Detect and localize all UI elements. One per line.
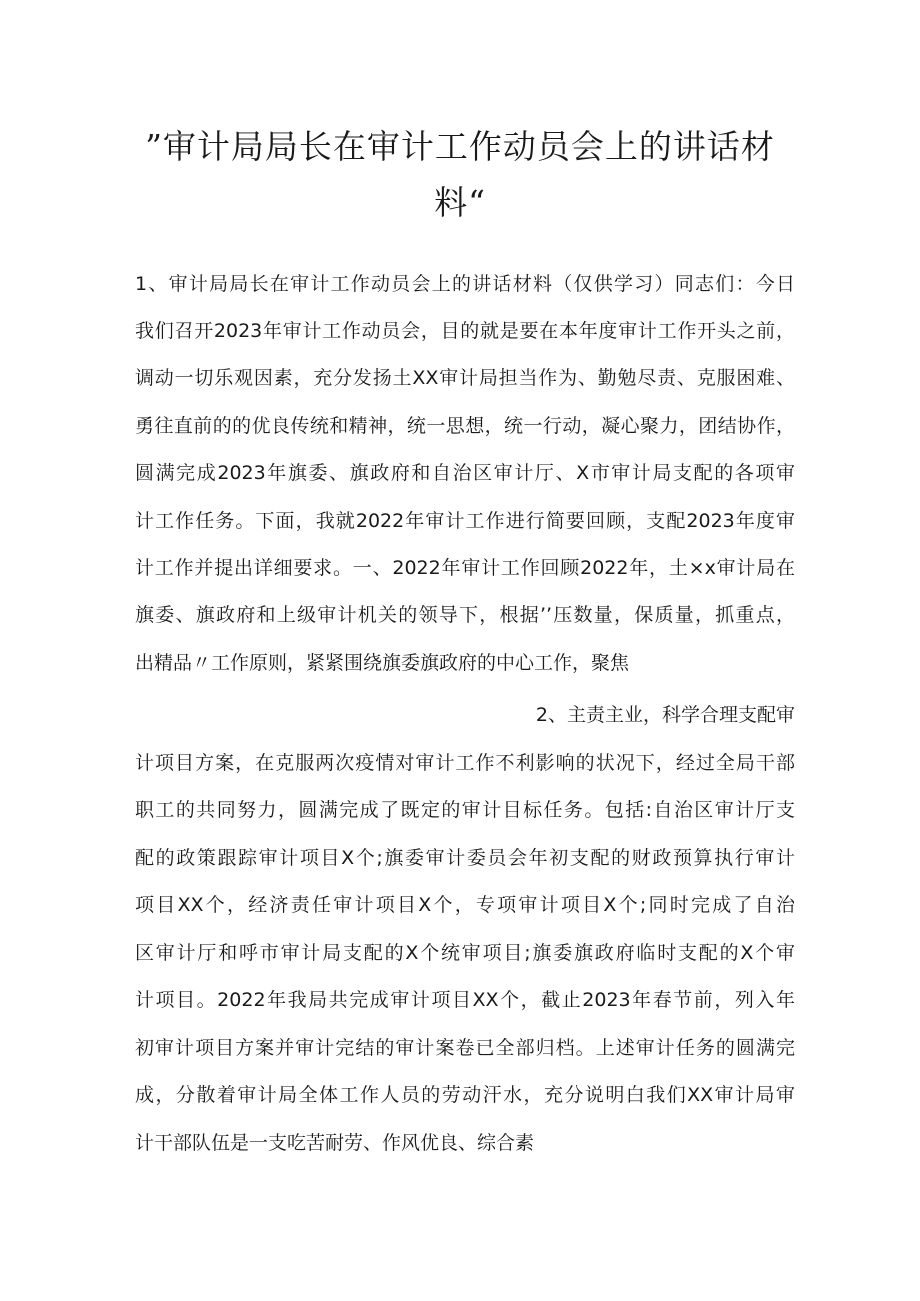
document-title-line-1: ”审计局局长在审计工作动员会上的讲话材 [145, 127, 775, 166]
paragraph-1-line-4: 勇往直前的的优良传统和精神，统一思想，统一行动，凝心聚力，团结协作， [135, 415, 795, 437]
paragraph-2-line-9: 成，分散着审计局全体工作人员的劳动汗水，充分说明白我们XX审计局审 [135, 1084, 795, 1106]
paragraph-1-line-1: 1、审计局局长在审计工作动员会上的讲话材料（仅供学习）同志们：今日 [135, 273, 795, 295]
paragraph-2-line-7: 计项目。2022年我局共完成审计项目XX个，截止2023年春节前，列入年 [135, 989, 795, 1011]
paragraph-2-line-4: 配的政策跟踪审计项目X个;旗委审计委员会年初支配的财政预算执行审计 [135, 847, 795, 869]
paragraph-1-line-8: 旗委、旗政府和上级审计机关的领导下，根据’’压数量，保质量，抓重点， [135, 604, 795, 626]
paragraph-2-line-8: 初审计项目方案并审计完结的审计案卷已全部归档。上述审计任务的圆满完 [135, 1037, 795, 1059]
paragraph-1-line-3: 调动一切乐观因素，充分发扬土XX审计局担当作为、勤勉尽责、克服困难、 [135, 367, 795, 389]
paragraph-2-line-3: 职工的共同努力，圆满完成了既定的审计目标任务。包括:自治区审计厅支 [135, 799, 795, 821]
paragraph-1-line-6: 计工作任务。下面，我就2022年审计工作进行简要回顾，支配2023年度审 [135, 510, 795, 532]
paragraph-2-line-6: 区审计厅和呼市审计局支配的X个统审项目;旗委旗政府临时支配的X个审 [135, 942, 795, 964]
paragraph-1-line-9: 出精品〃工作原则，紧紧围绕旗委旗政府的中心工作，聚焦 [135, 652, 630, 674]
paragraph-1-line-2: 我们召开2023年审计工作动员会，目的就是要在本年度审计工作开头之前， [135, 320, 795, 342]
paragraph-1-line-7: 计工作并提出详细要求。一、2022年审计工作回顾2022年，土×x审计局在 [135, 557, 795, 579]
document-title-line-2: 料“ [434, 183, 486, 222]
paragraph-1-line-5: 圆满完成2023年旗委、旗政府和自治区审计厅、X市审计局支配的各项审 [135, 462, 795, 484]
paragraph-2-line-2: 计项目方案，在克服两次疫情对审计工作不利影响的状况下，经过全局干部 [135, 752, 795, 774]
paragraph-2-line-5: 项目XX个，经济责任审计项目X个，专项审计项目X个;同时完成了自治 [135, 894, 795, 916]
paragraph-2-line-10: 计干部队伍是一支吃苦耐劳、作风优良、综合素 [135, 1132, 535, 1154]
paragraph-2-line-1: 2、主责主业，科学合理支配审 [535, 704, 795, 726]
